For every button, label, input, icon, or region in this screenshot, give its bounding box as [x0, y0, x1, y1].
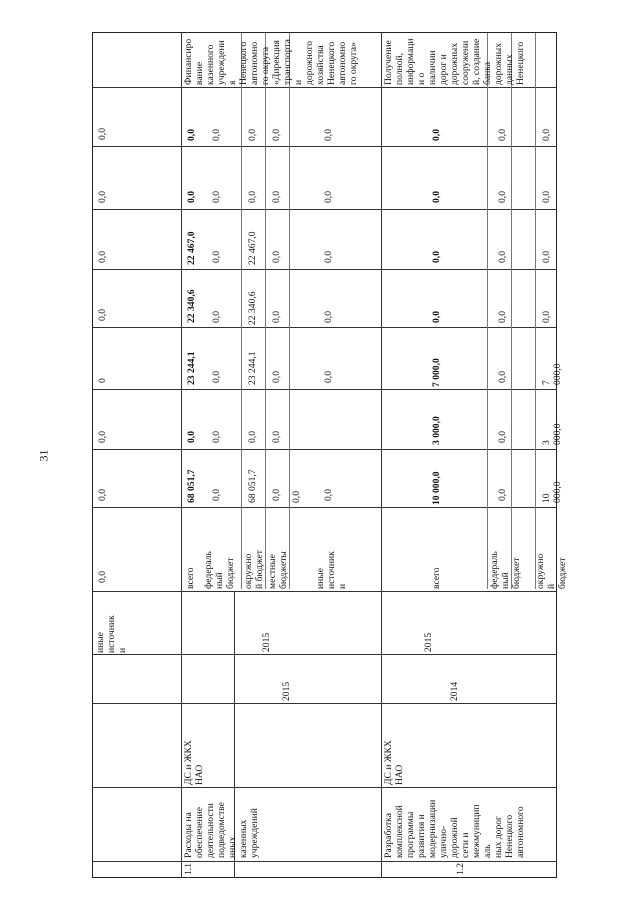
cell-value: 0,0: [97, 571, 108, 583]
cell-value: 23 244,1: [247, 351, 258, 385]
cell-value: 0,0: [97, 191, 108, 203]
cell-value: 0,0: [271, 191, 282, 203]
cell-value: 10 000,0: [541, 481, 563, 503]
cell-value: 0,0: [541, 191, 552, 203]
grid-line: [487, 33, 488, 589]
source-label: иные источник и: [315, 551, 348, 589]
source-label: федераль ный бюджет: [203, 551, 236, 589]
source-label: всего: [431, 567, 442, 589]
cell-value: 0,0: [541, 251, 552, 263]
expected-result: Получение полной, информаци и о наличии дорог и дорожных сооружени й, создание банка дорожных данных Ненецкого: [383, 38, 526, 85]
cell-value: 0,0: [271, 489, 282, 501]
grid-line: [265, 33, 266, 589]
cell-value: 22 340,6: [247, 291, 258, 325]
grid-line: [93, 787, 556, 788]
cell-value: 0,0: [431, 311, 442, 323]
cell-value: 0,0: [247, 191, 258, 203]
cell-value: 10 000,0: [431, 471, 442, 505]
cell-value: 68 051,7: [247, 469, 258, 503]
cell-value: 0,0: [271, 371, 282, 383]
cell-value: 0,0: [497, 371, 508, 383]
cell-value: 0,0: [211, 251, 222, 263]
cell-value: 0,0: [497, 311, 508, 323]
cell-value: 0,0: [271, 311, 282, 323]
cell-value: 3 000,0: [431, 416, 442, 445]
cell-value: 0,0: [323, 191, 334, 203]
cell-value: 0,0: [541, 129, 552, 141]
cell-value: 3 000,0: [541, 423, 563, 445]
cell-value: 0,0: [271, 431, 282, 443]
cell-value: 0,0: [247, 431, 258, 443]
cell-value: 0,0: [323, 371, 334, 383]
cell-value: 22 467,0: [247, 231, 258, 265]
cell-value: 0,0: [323, 129, 334, 141]
source-label: окружно й бюджет: [535, 553, 568, 589]
cell-value: 0,0: [186, 129, 197, 141]
end-year: 2015: [261, 632, 272, 652]
cell-value: 22 467,0: [186, 231, 197, 265]
measure-name: Разработка комплексной программы развития и модернизации улично- дорожной сети и межмуницип аль ных дорог Ненецкого автономного: [383, 799, 526, 858]
grid-line: [511, 33, 512, 589]
source-label: иные источник и: [95, 615, 128, 653]
row-number: 1.1: [183, 863, 194, 875]
start-year: 2014: [449, 681, 460, 701]
executor: ДС и ЖКХ НАО: [383, 740, 405, 785]
grid-line: [93, 654, 556, 655]
start-year: 2015: [281, 681, 292, 701]
cell-value: 0,0: [97, 251, 108, 263]
cell-value: 0,0: [97, 431, 108, 443]
cell-value: 0,0: [497, 129, 508, 141]
cell-value: 0,0: [497, 489, 508, 501]
cell-value: 0,0: [97, 128, 108, 140]
source-label: всего: [185, 567, 196, 589]
cell-value: 7 000,0: [431, 358, 442, 387]
end-year: 2015: [423, 632, 434, 652]
grid-line: [93, 861, 556, 862]
source-label: федераль ный бюджет: [489, 551, 522, 589]
cell-value: 0,0: [323, 311, 334, 323]
cell-value: 0,0: [211, 129, 222, 141]
grid-line: [181, 33, 182, 877]
cell-value: 0,0: [431, 191, 442, 203]
cell-value: 0,0: [431, 251, 442, 263]
cell-value: 0,0: [211, 489, 222, 501]
grid-line: [93, 591, 556, 592]
page-number: 31: [36, 449, 51, 462]
budget-table: [92, 32, 568, 878]
cell-value: 0,0: [541, 311, 552, 323]
cell-value: 68 051,7: [186, 469, 197, 503]
measure-name: Расходы на обеспечение деятельности подведомстве нных казенных учреждений: [183, 802, 260, 858]
source-label: окружно й бюджет: [243, 550, 265, 589]
cell-value: 0,0: [186, 191, 197, 203]
cell-value: 0,0: [247, 129, 258, 141]
grid-line: [535, 33, 536, 589]
cell-value: 0,0: [211, 371, 222, 383]
cell-value: 0,0: [323, 251, 334, 263]
source-label: местные бюджеты: [267, 551, 289, 589]
cell-value: 0,0: [497, 251, 508, 263]
grid-line: [381, 33, 382, 877]
grid-line: [241, 33, 242, 589]
executor: ДС и ЖКХ НАО: [183, 740, 205, 785]
cell-value: 23 244,1: [186, 351, 197, 385]
cell-value: 0,0: [186, 431, 197, 443]
cell-value: 22 340,6: [186, 289, 197, 323]
row-number: 1.2: [455, 863, 466, 875]
cell-value: 0,0: [291, 491, 302, 503]
expected-result: Финансиро вание казенного учреждени я Ненецкого автономно го округа «Дирекция транспорта и дорожного хозяйства Ненецкого автономно го округа»: [183, 38, 359, 85]
cell-value: 0,0: [497, 191, 508, 203]
grid-line: [289, 33, 290, 589]
cell-value: 0,0: [97, 309, 108, 321]
cell-value: 0,0: [211, 311, 222, 323]
cell-value: 0,0: [431, 129, 442, 141]
cell-value: 0: [97, 378, 108, 383]
cell-value: 0,0: [211, 431, 222, 443]
cell-value: 0,0: [97, 489, 108, 501]
cell-value: 0,0: [271, 129, 282, 141]
grid-line: [93, 703, 556, 704]
cell-value: 0,0: [211, 191, 222, 203]
cell-value: 7 000,0: [541, 363, 563, 385]
cell-value: 0,0: [271, 251, 282, 263]
cell-value: 0,0: [497, 431, 508, 443]
cell-value: 0,0: [323, 489, 334, 501]
